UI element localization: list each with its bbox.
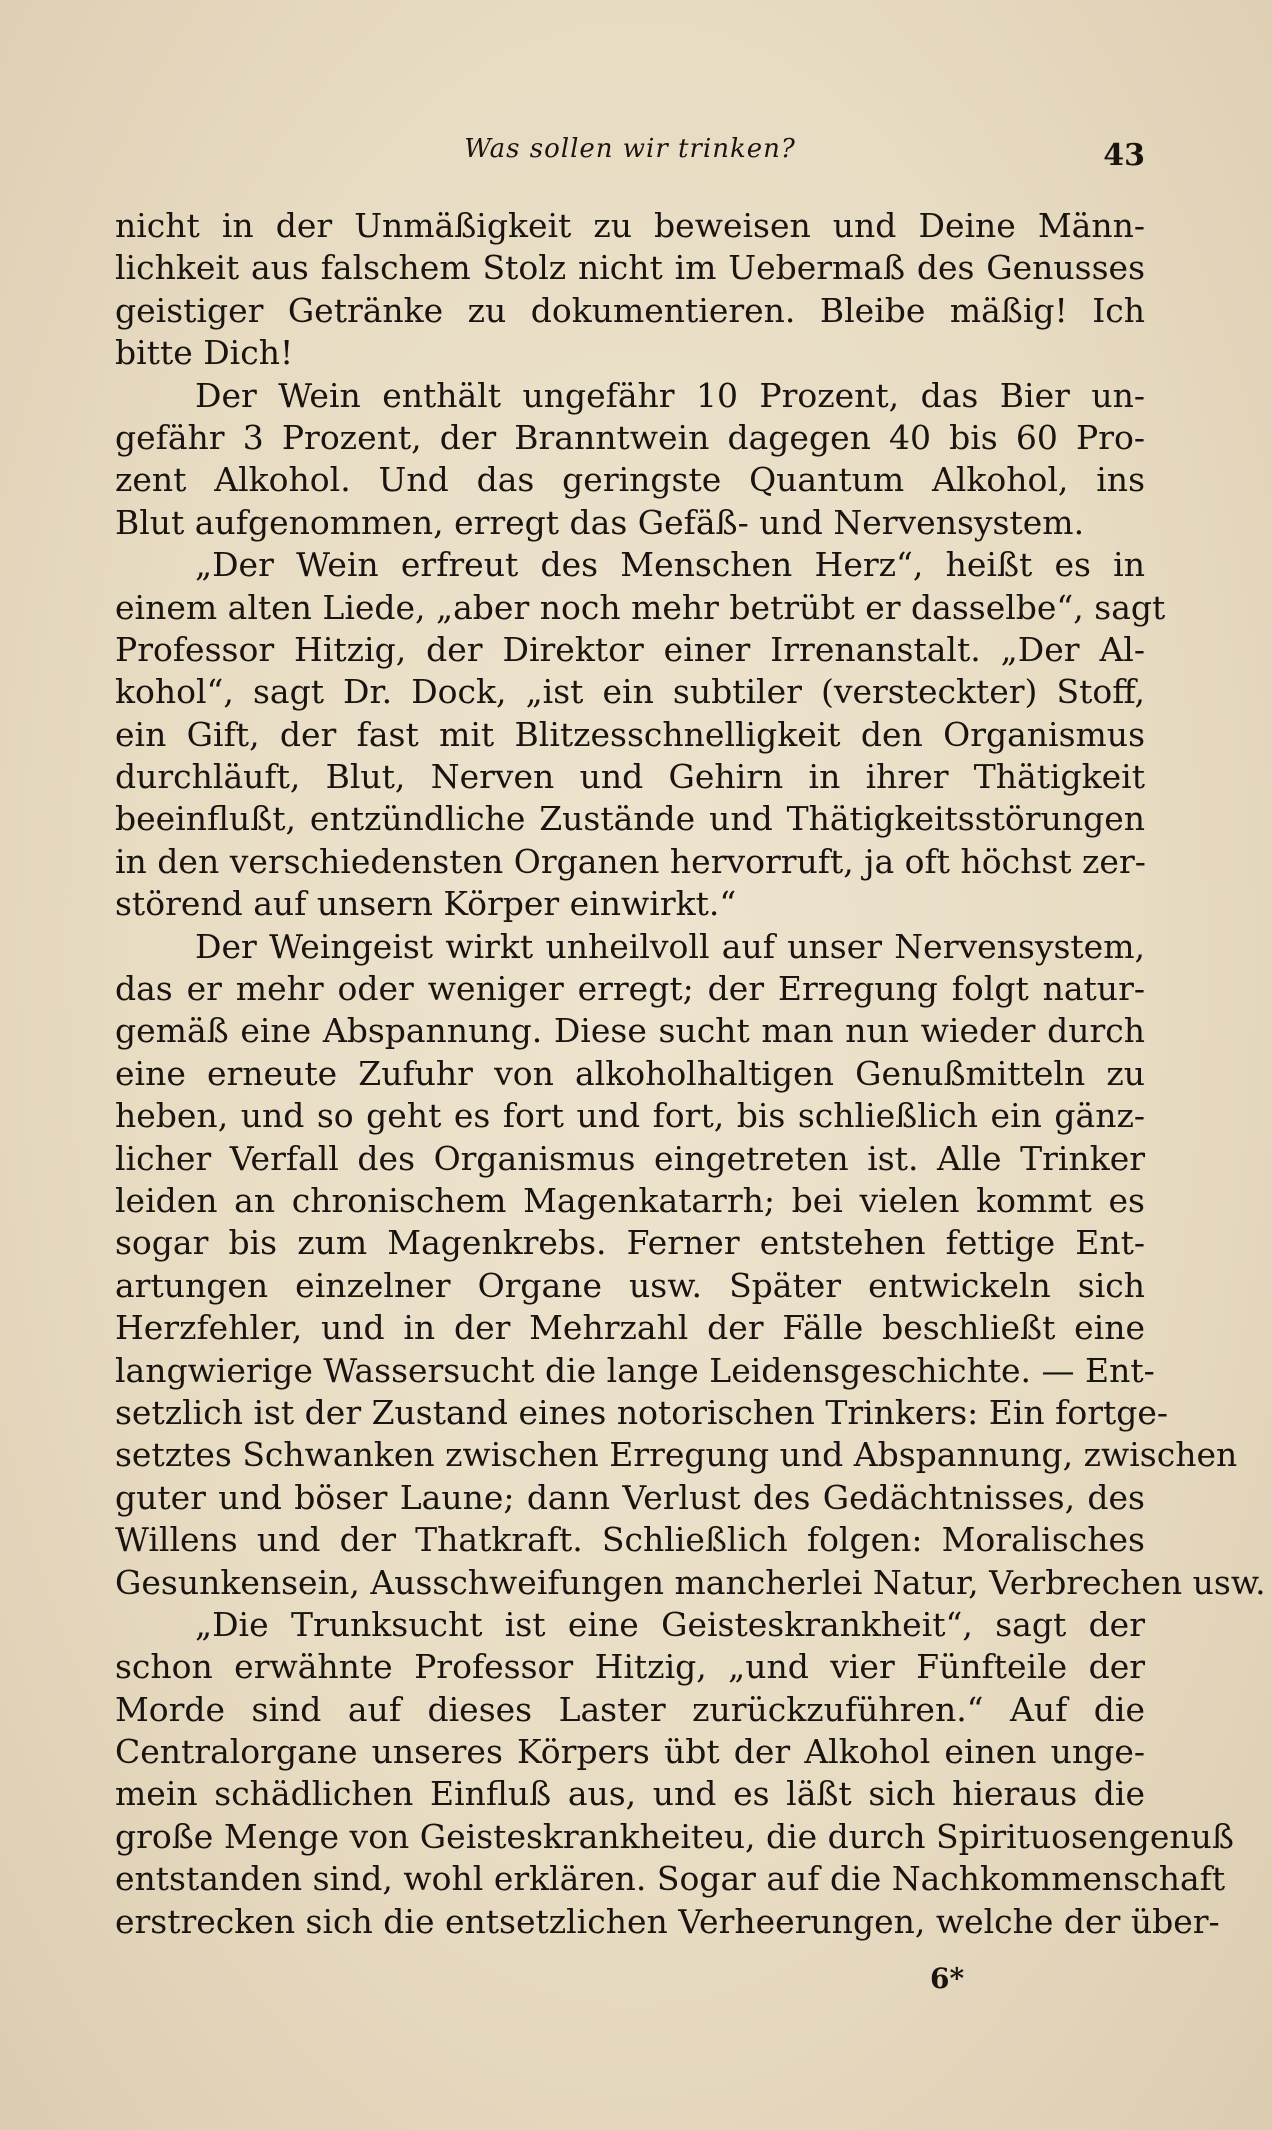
text-line: kohol“, sagt Dr. Dock, „ist ein subtiler (versteckter) Stoff, [115, 672, 1145, 712]
text-line: gefähr 3 Prozent, der Branntwein dagegen 40 bis 60 Pro- [115, 417, 1145, 457]
text-line: langwierige Wassersucht die lange Leidensgeschichte. — Ent- [115, 1350, 1155, 1390]
text-line: das er mehr oder weniger erregt; der Erregung folgt natur- [115, 969, 1145, 1009]
text-line: durchläuft, Blut, Nerven und Gehirn in ihrer Thätigkeit [115, 757, 1145, 797]
text-line: Gesunkensein, Ausschweifungen mancherlei Natur, Verbrechen usw. [115, 1562, 1266, 1602]
body-text [115, 205, 1266, 1943]
text-line: Willens und der Thatkraft. Schließlich folgen: Moralisches [115, 1520, 1145, 1560]
text-line: störend auf unsern Körper einwirkt.“ [115, 884, 737, 924]
text-line: Morde sind auf dieses Laster zurückzuführen.“ Auf die [115, 1689, 1145, 1729]
text-line: leiden an chronischem Magenkatarrh; bei vielen kommt es [115, 1180, 1145, 1220]
text-line: entstanden sind, wohl erklären. Sogar auf die Nachkommenschaft [115, 1859, 1226, 1899]
text-line: eine erneute Zufuhr von alkoholhaltigen Genußmitteln zu [115, 1053, 1145, 1093]
text-line: zent Alkohol. Und das geringste Quantum Alkohol, ins [115, 460, 1145, 500]
text-line: guter und böser Laune; dann Verlust des Gedächtnisses, des [115, 1477, 1145, 1517]
text-line: gemäß eine Abspannung. Diese sucht man nun wieder durch [115, 1011, 1145, 1051]
text-line: in den verschiedensten Organen hervorruft, ja oft höchst zer- [115, 841, 1146, 881]
text-line: ein Gift, der fast mit Blitzesschnelligkeit den Organismus [115, 714, 1145, 754]
page-number: 43 [1103, 138, 1145, 173]
text-line: Herzfehler, und in der Mehrzahl der Fälle beschließt eine [115, 1308, 1145, 1348]
text-line: große Menge von Geisteskrankheiteu, die durch Spirituosengenuß [115, 1816, 1234, 1856]
text-line: setzlich ist der Zustand eines notorischen Trinkers: Ein fortge- [115, 1392, 1169, 1432]
text-line: bitte Dich! [115, 333, 294, 373]
text-line: nicht in der Unmäßigkeit zu beweisen und Deine Männ- [115, 206, 1145, 245]
running-title: Was sollen wir trinken? [464, 134, 796, 164]
text-line: licher Verfall des Organismus eingetreten ist. Alle Trinker [115, 1138, 1145, 1178]
text-line: Professor Hitzig, der Direktor einer Irrenanstalt. „Der Al- [115, 629, 1145, 669]
text-line: Centralorgane unseres Körpers übt der Alkohol einen unge- [115, 1732, 1145, 1772]
text-line: lichkeit aus falschem Stolz nicht im Uebermaß des Genusses [115, 248, 1145, 288]
text-line: erstrecken sich die entsetzlichen Verheerungen, welche der über- [115, 1901, 1220, 1941]
text-line: Der Weingeist wirkt unheilvoll auf unser Nervensystem, [195, 926, 1145, 966]
text-line: geistiger Getränke zu dokumentieren. Bleibe mäßig! Ich [115, 290, 1145, 330]
text-line: sogar bis zum Magenkrebs. Ferner entstehen fettige Ent- [115, 1223, 1145, 1263]
text-line: einem alten Liede, „aber noch mehr betrübt er dasselbe“, sagt [115, 587, 1166, 627]
text-line: Der Wein enthält ungefähr 10 Prozent, das Bier un- [195, 375, 1145, 415]
text-line: mein schädlichen Einfluß aus, und es läßt sich hieraus die [115, 1774, 1145, 1814]
signature-mark: 6* [930, 1962, 965, 1995]
text-line: „Die Trunksucht ist eine Geisteskrankheit“, sagt der [195, 1604, 1145, 1644]
text-line: heben, und so geht es fort und fort, bis schließlich ein gänz- [115, 1096, 1145, 1136]
text-line: „Der Wein erfreut des Menschen Herz“, heißt es in [195, 545, 1145, 585]
text-line: Blut aufgenommen, erregt das Gefäß- und Nervensystem. [115, 502, 1085, 542]
text-line: beeinflußt, entzündliche Zustände und Thätigkeitsstörungen [115, 799, 1145, 839]
text-line: schon erwähnte Professor Hitzig, „und vier Fünfteile der [115, 1647, 1145, 1687]
text-line: setztes Schwanken zwischen Erregung und Abspannung, zwischen [115, 1435, 1238, 1475]
text-line: artungen einzelner Organe usw. Später entwickeln sich [115, 1265, 1145, 1305]
running-head [115, 130, 1145, 173]
